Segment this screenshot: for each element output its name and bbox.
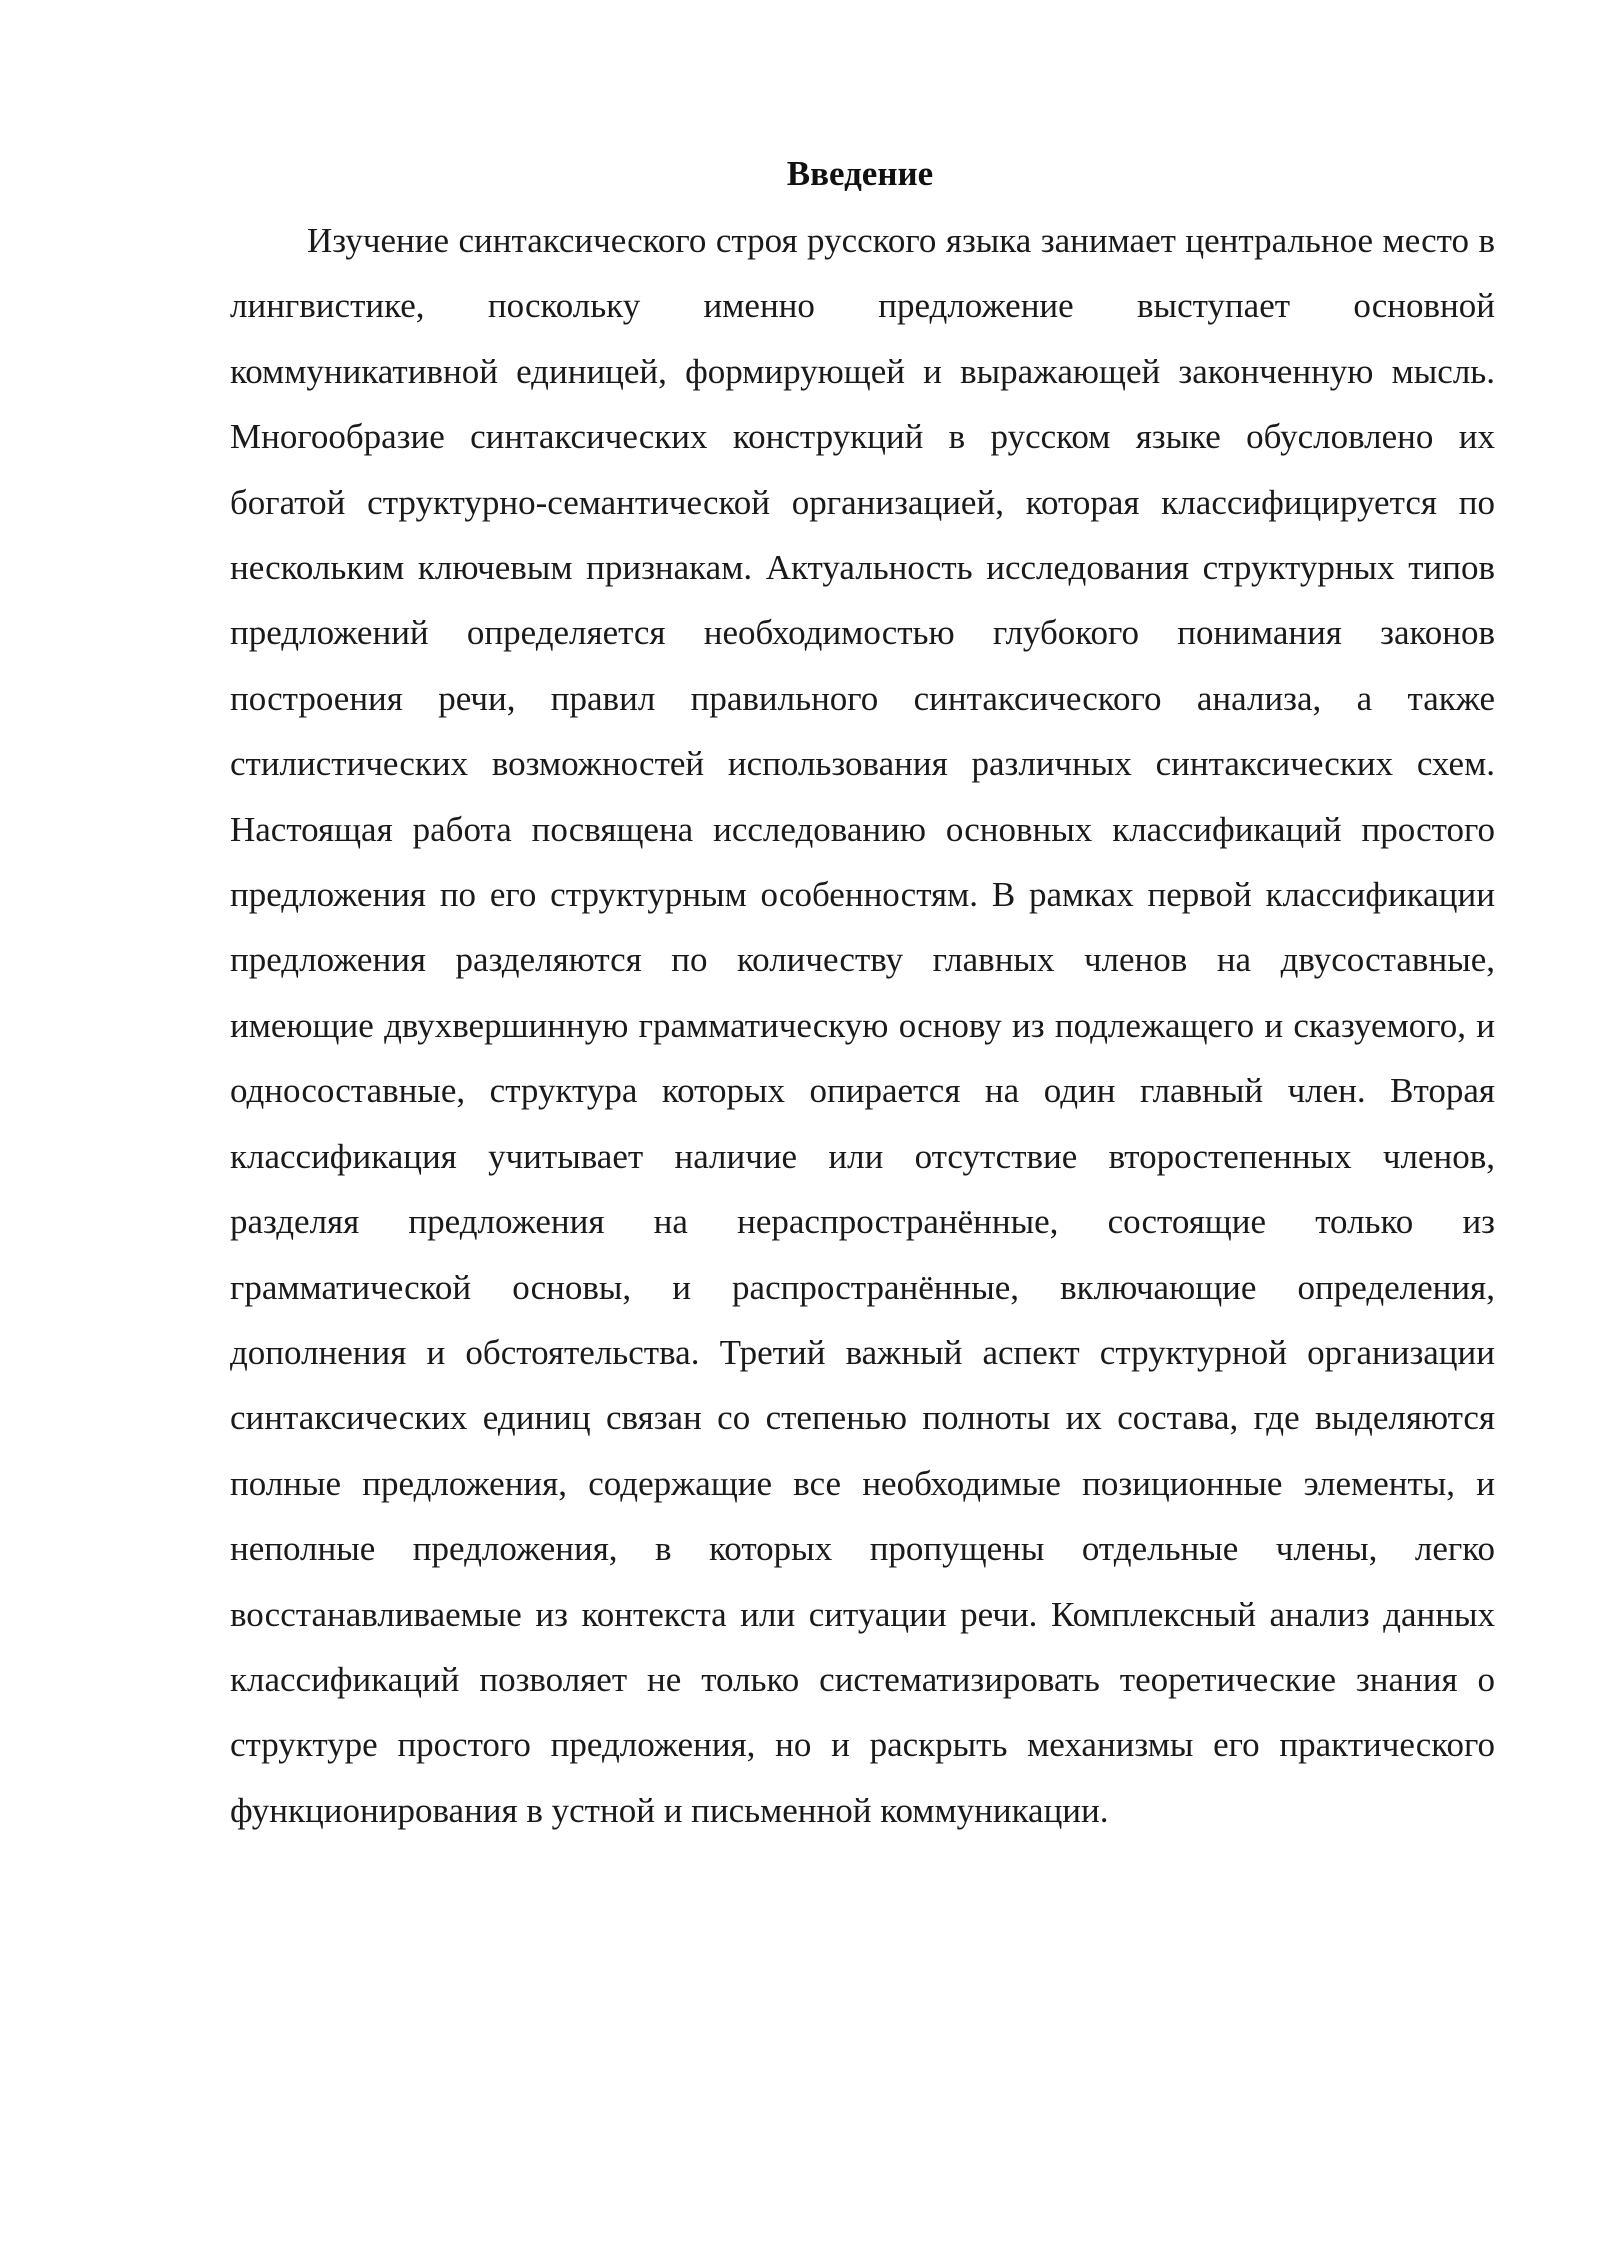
section-heading: Введение	[786, 154, 934, 193]
body-paragraph: Изучение синтаксического строя русского языка занимает центральное место в лингвистике, поскольку именно предложение выступает основной коммуникативной единицей, формирующей и выражающей законченную мысль. Многообразие синтаксических конструкций в русском языке обусловлено их богатой структурно-семантической организацией, которая классифицируется по нескольким ключевым признакам. Актуальность исследования структурных типов предложений определяется необходимостью глубокого понимания законов построения речи, правил правильного синтаксического анализа, а также стилистических возможностей использования различных синтаксических схем. Настоящая работа посвящена исследованию основных классификаций простого предложения по его структурным особенностям. В рамках первой классификации предложения разделяются по количеству главных членов на двусоставные, имеющие двухвершинную грамматическую основу из подлежащего и сказуемого, и односоставные, структура которых опирается на один главный член. Вторая классификация учитывает наличие или отсутствие второстепенных членов, разделяя предложения на нераспространённые, состоящие только из грамматической основы, и распространённые, включающие определения, дополнения и обстоятельства. Третий важный аспект структурной организации синтаксических единиц связан со степенью полноты их состава, где выделяются полные предложения, содержащие все необходимые позиционные элементы, и неполные предложения, в которых пропущены отдельные члены, легко восстанавливаемые из контекста или ситуации речи. Комплексный анализ данных классификаций позволяет не только систематизировать теоретические знания о структуре простого предложения, но и раскрыть механизмы его практического функционирования в устной и письменной коммуникации.	[230, 221, 1495, 1830]
